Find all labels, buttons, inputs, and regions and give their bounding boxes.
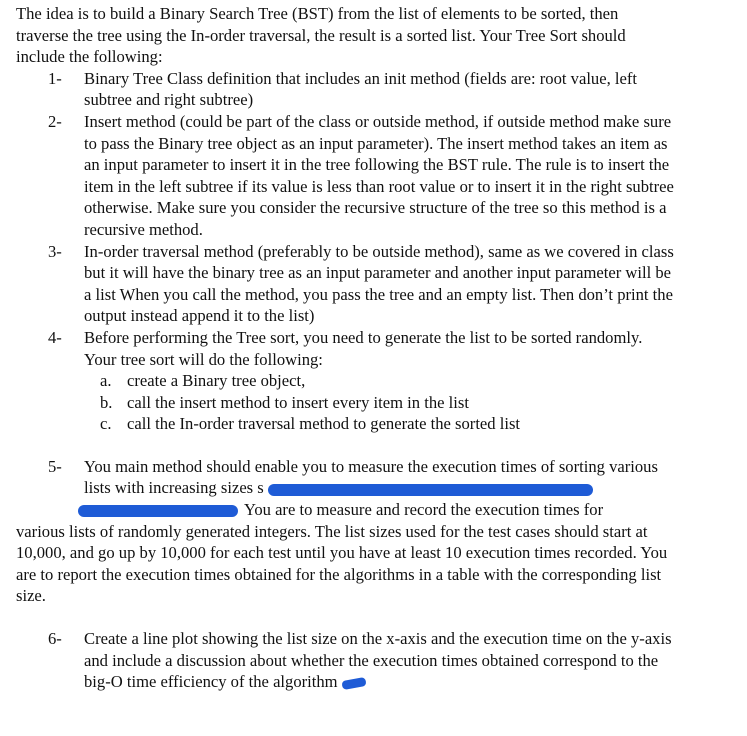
item-text: Insert method (could be part of the class or outside method, if outside method make sure to pass the Binary tree object as an input parameter). The insert method takes an item as an input parameter to insert it in the tree following the BST rule. The rule is to insert the item in the left subtree if its value is less than root value or to insert it in the right subtree otherwise. Make sure you consider the recursive structure of the tree so this method is a recursive method. [84,111,674,239]
item-number: 2- [48,111,62,131]
item-text: In-order traversal method (preferably to be outside method), same as we covered in class but it will have the binary tree as an input parameter and another input parameter will be a list When you call the method, you pass the tree and an empty list. Then don’t print the output instead append it to the list) [84,241,674,326]
item-5-text: You main method should enable you to measure the execution times of sorting various lists with increasing sizes [84,456,658,498]
sub-item-b [12,392,687,414]
list-item-5 [12,456,674,521]
list-item-1 [12,68,674,111]
sub-item-letter: a. [100,371,112,391]
spacer [12,435,742,456]
item-number: 1- [48,68,62,88]
sub-item-c [12,413,687,435]
document [12,3,742,693]
item-6-text: Create a line plot showing the list size on the x-axis and the execution time on the y-axis and include a discussion about whether the execution times obtained correspond to the big-O time efficiency of the algorithm [84,629,672,692]
item-text [84,628,674,693]
item-text: Binary Tree Class definition that includes an init method (fields are: root value, left subtree and right subtree) [84,68,638,110]
sub-item-text: call the In-order traversal method to generate the sorted list [127,414,521,434]
sub-item-text: call the insert method to insert every item in the list [127,392,469,412]
sub-item-a [12,370,687,392]
list-item-3 [12,241,674,327]
item-5-fragment: s [257,478,264,498]
redaction-mark [268,484,593,496]
list-item-6 [12,628,674,693]
item-number: 5- [48,456,62,476]
sub-item-text: create a Binary tree object, [127,371,306,391]
item-5-after-redaction: You are to measure and record the execution times for [244,500,604,520]
spacer [12,607,742,628]
list-item-2 [12,111,674,241]
item-number: 4- [48,327,62,347]
sub-item-letter: b. [100,392,113,412]
item-text: Before performing the Tree sort, you need to generate the list to be sorted randomly. Your tree sort will do the following: [84,327,643,369]
intro-paragraph: The idea is to build a Binary Search Tree (BST) from the list of elements to be sorted, then traverse the tree using the In-order traversal, the result is a sorted list. Your Tree Sort should include the following: [16,4,626,67]
item-5-continuation: various lists of randomly generated integers. The list sizes used for the test cases should start at 10,000, and go up by 10,000 for each test until you have at least 10 execution times recorded. You are to report the execution times obtained for the algorithms in a table with the corresponding list size. [16,521,668,606]
sub-item-letter: c. [100,414,112,434]
item-number: 3- [48,241,62,261]
redaction-mark [341,677,366,690]
item-text [84,456,674,521]
redaction-mark [78,505,238,517]
item-number: 6- [48,629,62,649]
list-item-4 [12,327,674,370]
